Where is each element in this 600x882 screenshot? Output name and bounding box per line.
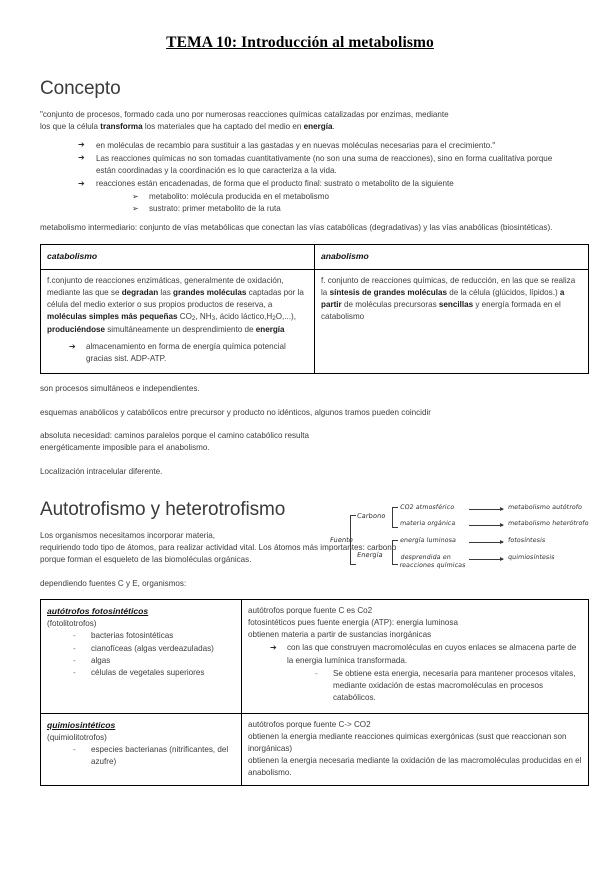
diagram-item-materia-organica: materia orgánica	[399, 520, 456, 527]
cata-t4: CO	[177, 312, 192, 322]
diagram-root-label: Fuente	[329, 536, 354, 544]
definition-line2-pre: los que la célula	[40, 122, 101, 132]
concepto-bullet-list	[0, 140, 600, 216]
cata-sub1: 2	[191, 315, 196, 323]
table-row	[41, 599, 589, 713]
desc-line-2: obtienen la energia mediante reacciones quimicas exergónicas (sust que reaccionan son inorgánicas)	[248, 731, 567, 753]
autotrofismo-dependiendo: dependiendo fuentes C y E, organismos:	[40, 578, 187, 588]
diagram-item-desprendida: desprendida en reacciones químicas	[399, 554, 466, 569]
cell-autotrofos-fotosinteticos-term	[41, 599, 242, 713]
cell-anabolismo-definition	[315, 269, 589, 373]
diagram-branch-label-energia: Energía	[356, 551, 384, 559]
definition-line2-end: .	[332, 122, 335, 132]
organismos-table	[40, 599, 589, 786]
diagram-branch2-brace	[392, 540, 398, 565]
table-row	[41, 269, 589, 373]
table-header-catabolismo	[41, 244, 315, 269]
cata-t6: , ácido láctico,H	[215, 312, 273, 322]
diagram-result-heterotrofo: metabolismo heterótrofo	[507, 520, 590, 527]
cata-t7: O,...),	[275, 312, 296, 322]
cell-catabolismo-definition	[41, 269, 315, 373]
section-heading-concepto: Concepto	[40, 78, 121, 99]
autotrofos-desc-bullet-list	[248, 642, 582, 704]
list-item: - células de vegetales superiores	[69, 667, 235, 679]
cata-sub2: 3	[211, 315, 216, 323]
ana-b1: síntesis de grandes moléculas	[329, 288, 447, 298]
list-item	[270, 642, 582, 704]
diagram-branch-label-carbono: Carbono	[356, 512, 386, 520]
section-heading-autotrofismo: Autotrofismo y heterotrofismo	[40, 498, 286, 520]
note-absoluta-necesidad: absoluta necesidad: caminos paralelos porque el camino catabólico resulta energéticamente imposible para el anabolismo.	[40, 430, 310, 453]
cata-sub3: 2	[272, 315, 276, 323]
table-header-anabolismo	[315, 244, 589, 269]
list-item: - Se obtiene esta energia, necesaria para mantener procesos vitales, mediante oxidación de estas macromoléculas en procesos catabólicos.	[311, 668, 582, 705]
metabolismo-comparison-table	[40, 244, 589, 375]
ana-b2: a partir	[321, 288, 565, 310]
handwritten-diagram	[330, 504, 598, 576]
cata-b5: energía	[255, 324, 285, 334]
definition-line1: "conjunto de procesos, formado cada uno por numerosas reacciones químicas catalizadas por enzimas, mediante	[40, 110, 449, 119]
list-item-text: reacciones están encadenadas, de forma que el producto final: sustrato o metabolito de la siguiente	[96, 179, 454, 189]
diagram-arrow-4	[469, 559, 503, 560]
diagram-outer-brace	[350, 515, 356, 565]
list-item: - algas	[69, 655, 235, 667]
cell-quimiosinteticos-term	[41, 713, 242, 786]
desc-line-1: autótrofos porque fuente C es Co2	[248, 605, 373, 615]
table-row	[41, 713, 589, 786]
cata-b2: grandes moléculas	[173, 288, 247, 298]
cell-autotrofos-fotosinteticos-desc	[242, 599, 589, 713]
cell-quimiosinteticos-desc	[242, 713, 589, 786]
list-item: ➔ en moléculas de recambio para sustituir a las gastadas y en nuevas moléculas necesarias para el crecimiento."	[78, 140, 566, 152]
cata-t8: simultáneamente un desprendimiento de	[105, 324, 256, 334]
quimiosinteticos-examples-list	[47, 744, 235, 769]
autotrofos-desc-sub-list	[287, 668, 582, 705]
diagram-branch1-brace	[392, 507, 398, 528]
definition-bold-energia: energía	[303, 122, 333, 132]
note-procesos-simultaneos: son procesos simultáneos e independientes.	[40, 384, 200, 394]
note-esquemas: esquemas anabólicos y catabólicos entre precursor y producto no idénticos, algunos tramos pueden coincidir	[40, 407, 431, 417]
cata-t1: f.conjunto de reacciones enzimáticas, generalmente de oxidación, mediante las que se	[47, 275, 284, 298]
autotrofos-examples-list	[47, 630, 235, 679]
term-autotrofos-fotosinteticos: autótrofos fotosintéticos	[47, 605, 149, 616]
definition-bold-transforma: transforma	[100, 122, 143, 132]
diagram-result-quimiosintesis: quimiosíntesis	[507, 554, 555, 561]
term-anabolismo: anabolismo	[321, 250, 369, 261]
cata-t3: captadas por la célula del medio exterior o sus propios productos de reserva, a	[47, 288, 304, 310]
list-item: ➔ almacenamiento en forma de energía química potencial gracias sist. ADP-ATP.	[69, 341, 308, 365]
list-item: - bacterias fotosintéticas	[69, 630, 235, 642]
ana-t2: de la célula (glúcidos, lípidos.)	[446, 288, 560, 298]
list-item: - cianofíceas (algas verdeazuladas)	[69, 643, 235, 655]
cata-t2: las	[158, 288, 173, 298]
list-item: ➔ Las reacciones químicas no son tomadas cuantitativamente (no son una suma de reacciones), sino en forma cualitativa porque están coordinadas y la coordinación es lo que caracteriza a la vida.	[78, 153, 566, 177]
ana-t3: de moléculas precursoras	[341, 300, 439, 310]
list-item: ➢ metabolito: molécula producida en el metabolismo	[132, 191, 566, 203]
diagram-result-fotosintesis: fotosíntesis	[507, 537, 546, 544]
list-item: ➢ sustrato: primer metabolito de la ruta	[132, 203, 566, 215]
term-quimiosinteticos: quimiosintéticos	[47, 719, 116, 730]
metabolismo-intermediario-paragraph: metabolismo intermediario: conjunto de vías metabólicas que conectan las vías catabólicas (degradativas) y las vías anabólicas (biosintéticas).	[40, 223, 553, 233]
diagram-item-energia-luminosa: energía luminosa	[399, 537, 457, 544]
list-item	[78, 178, 566, 215]
diagram-arrow-3	[469, 542, 503, 543]
catabolismo-bullet-list	[47, 341, 308, 365]
diagram-arrow-1	[469, 509, 503, 510]
diagram-arrow-2	[469, 525, 503, 526]
ana-b3: sencillas	[438, 300, 474, 310]
page-title: TEMA 10: Introducción al metabolismo	[166, 34, 434, 51]
auto-line3: porque forman el esqueleto de las biomoléculas orgánicas.	[40, 555, 252, 565]
diagram-item-co2: CO2 atmosférico	[399, 504, 455, 511]
cata-b4: produciéndose	[47, 324, 106, 334]
auto-line1: Los organismos necesitamos incorporar materia,	[40, 530, 215, 540]
subterm-quimiolitotrofos: (quimiolitotrofos)	[47, 732, 107, 742]
concepto-definition	[40, 109, 562, 134]
document-page	[0, 34, 600, 882]
cata-t5: , NH	[195, 312, 212, 322]
desc-line-3: obtienen la energia necesaria mediante la oxidación de las macromoléculas producidas en el anabolismo.	[248, 756, 582, 778]
list-item: - especies bacterianas (nitrificantes, del azufre)	[69, 744, 235, 769]
definition-line2-mid: los materiales que ha captado del medio en	[142, 122, 304, 132]
list-item-text: con las que construyen macromoléculas en cuyos enlaces se almacena parte de la energia lumínica transformada.	[287, 643, 577, 665]
auto-line2: requiriendo todo tipo de átomos, para realizar actividad vital. Los átomos más importantes: carbono	[40, 543, 397, 553]
desc-line-3: obtienen materia a partir de sustancias inorgánicas	[248, 630, 432, 640]
table-row-headers	[41, 244, 589, 269]
ana-t4: y energía formada en el catabolismo	[321, 300, 561, 322]
ana-t1: f. conjunto de reacciones químicas, de reducción, en las que se realiza la	[321, 275, 576, 298]
desc-line-1: autótrofos porque fuente C-> CO2	[248, 719, 371, 729]
term-catabolismo: catabolismo	[47, 250, 98, 261]
cata-b3: moléculas simples más pequeñas	[47, 312, 178, 322]
subterm-fotolitotrofos: (fotolitotrofos)	[47, 619, 97, 629]
concepto-sub-bullet-list	[96, 191, 566, 215]
desc-line-2: fotosintéticos pues fuente energia (ATP): energia luminosa	[248, 618, 458, 628]
cata-b1: degradan	[121, 288, 159, 298]
note-localizacion: Localización intracelular diferente.	[40, 466, 163, 476]
diagram-result-autotrofo: metabolismo autótrofo	[507, 504, 583, 511]
